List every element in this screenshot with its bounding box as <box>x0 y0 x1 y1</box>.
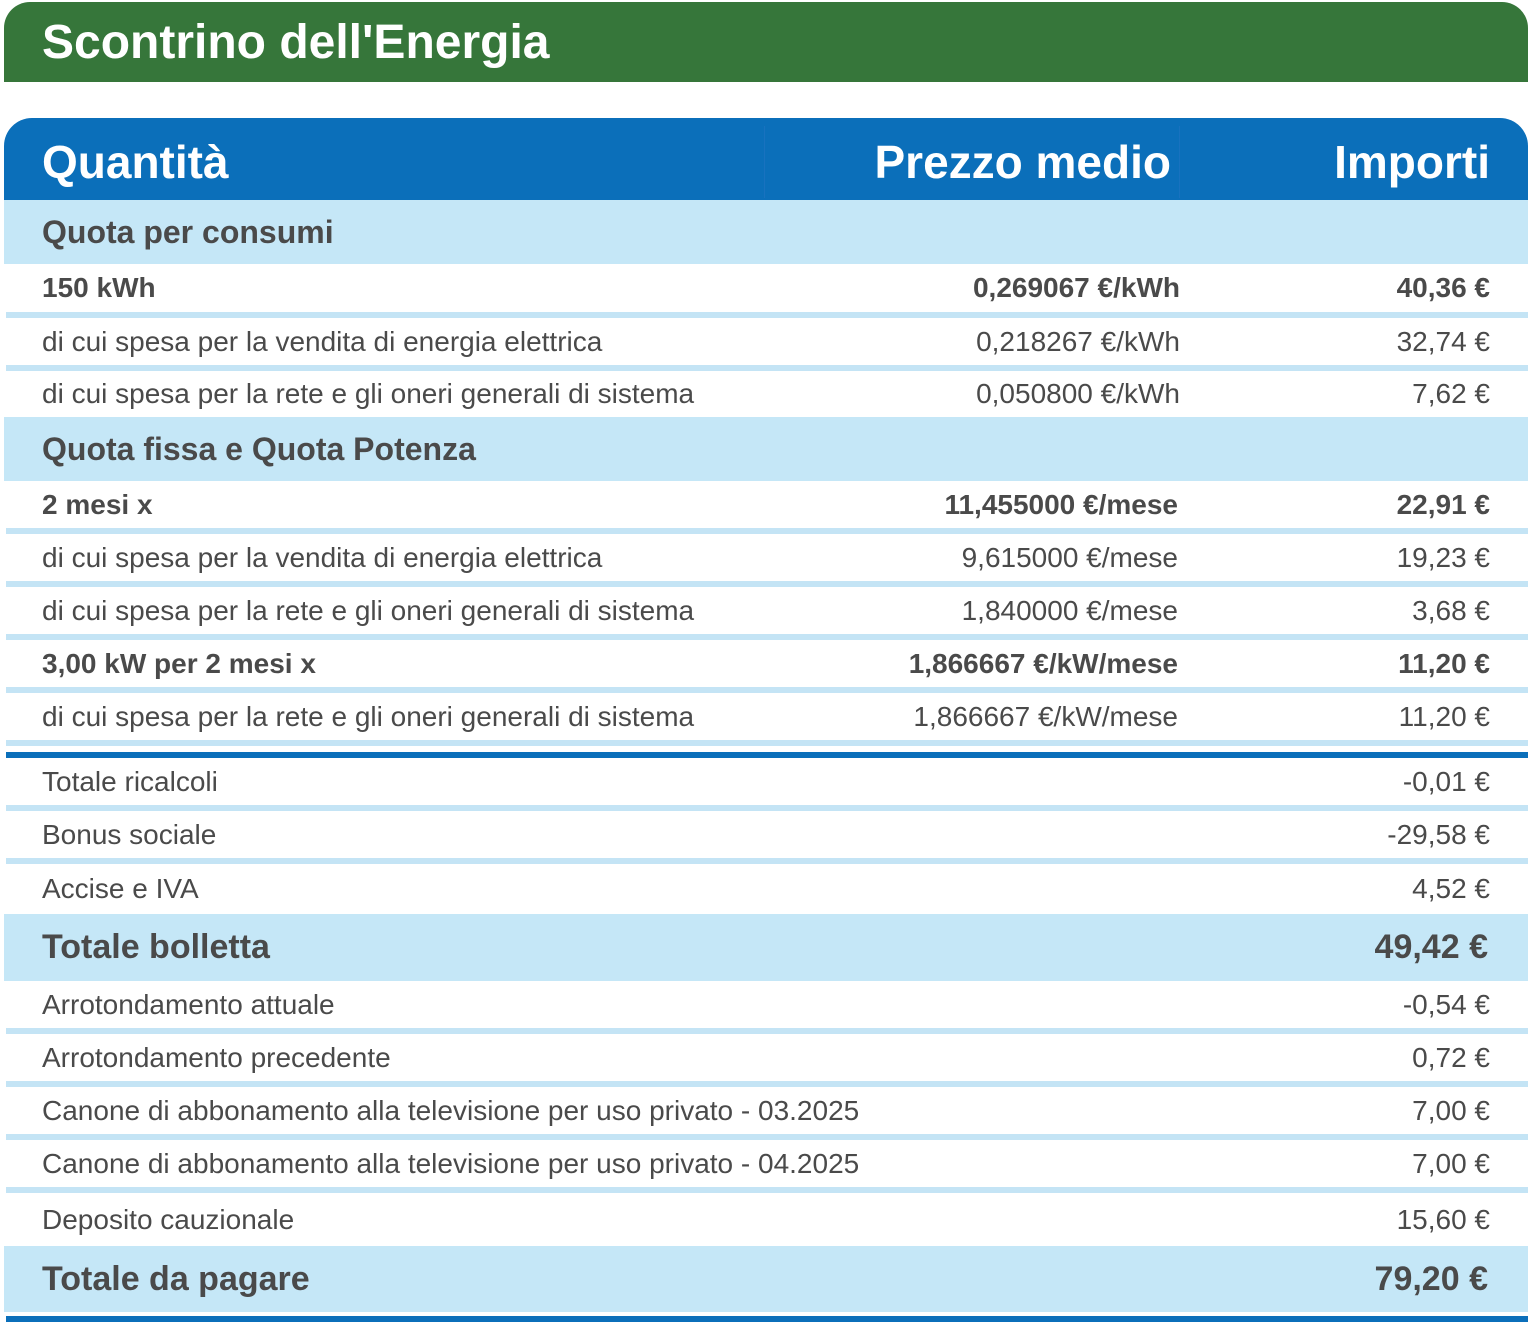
table-row <box>6 1034 1528 1087</box>
row-label: di cui spesa per la rete e gli oneri generali di sistema <box>42 378 695 409</box>
section-label: Quota per consumi <box>42 213 334 250</box>
row-amount: 22,91 € <box>1396 488 1490 520</box>
row-label: di cui spesa per la rete e gli oneri generali di sistema <box>42 594 695 626</box>
row-amount: 19,23 € <box>1396 541 1490 573</box>
table-row <box>6 811 1528 864</box>
totale-da-pagare-amount: 79,20 € <box>1374 1259 1488 1298</box>
header-quantita: Quantità <box>42 136 229 188</box>
row-label: Arrotondamento precedente <box>42 1041 391 1073</box>
row-price: 1,866667 €/kW/mese <box>913 700 1178 732</box>
row-label: Bonus sociale <box>42 818 217 850</box>
totale-bolletta-amount: 49,42 € <box>1374 928 1488 966</box>
row-amount: 11,20 € <box>1398 647 1490 679</box>
row-amount: 0,72 € <box>1412 1041 1490 1073</box>
row-price: 0,218267 €/kWh <box>976 325 1180 357</box>
row-amount: 11,20 € <box>1398 700 1490 732</box>
row-label: di cui spesa per la rete e gli oneri generali di sistema <box>42 700 695 732</box>
table-header <box>4 118 1528 200</box>
table-row <box>6 318 1528 371</box>
row-amount: 4,52 € <box>1412 873 1490 904</box>
row-label: Arrotondamento attuale <box>42 988 335 1020</box>
totale-da-pagare-row <box>4 1246 1528 1312</box>
totale-da-pagare-label: Totale da pagare <box>42 1259 310 1298</box>
bottom-divider <box>6 1316 1528 1322</box>
table-row <box>6 534 1528 587</box>
receipt-title: Scontrino dell'Energia <box>42 15 550 69</box>
row-label: 2 mesi x <box>42 488 153 520</box>
table-row <box>6 758 1528 811</box>
row-label: di cui spesa per la vendita di energia elettrica <box>42 325 603 357</box>
totale-bolletta-label: Totale bolletta <box>42 928 270 966</box>
table-row <box>6 1087 1528 1140</box>
row-amount: 15,60 € <box>1396 1203 1490 1235</box>
receipt-title-bar <box>4 2 1528 82</box>
table-row <box>6 640 1528 693</box>
row-price: 0,050800 €/kWh <box>976 378 1180 409</box>
row-label: Deposito cauzionale <box>42 1203 295 1235</box>
row-price: 1,866667 €/kW/mese <box>908 647 1178 679</box>
row-label: Accise e IVA <box>42 873 199 904</box>
row-price: 11,455000 €/mese <box>944 488 1178 520</box>
row-amount: -0,01 € <box>1402 765 1490 797</box>
header-importi: Importi <box>1334 136 1490 188</box>
section-quota-fissa <box>4 417 1528 481</box>
table-row <box>6 481 1528 534</box>
row-label: di cui spesa per la vendita di energia elettrica <box>42 541 603 573</box>
section-label: Quota fissa e Quota Potenza <box>42 430 476 467</box>
section-quota-consumi <box>4 200 1528 264</box>
row-price: 0,269067 €/kWh <box>972 272 1180 303</box>
table-row <box>6 864 1528 914</box>
table-row <box>6 981 1528 1034</box>
header-prezzo-medio: Prezzo medio <box>764 126 1180 198</box>
table-row <box>6 1140 1528 1193</box>
row-label: Canone di abbonamento alla televisione per uso privato - 04.2025 <box>42 1147 860 1179</box>
row-label: 150 kWh <box>42 272 156 303</box>
table-row <box>6 264 1528 318</box>
row-amount: 3,68 € <box>1412 594 1490 626</box>
table-row <box>6 587 1528 640</box>
row-label: Totale ricalcoli <box>42 765 218 797</box>
row-price: 9,615000 €/mese <box>961 541 1178 573</box>
row-amount: 7,00 € <box>1412 1094 1490 1126</box>
row-amount: 7,62 € <box>1412 378 1490 409</box>
row-price: 1,840000 €/mese <box>961 594 1178 626</box>
row-amount: 40,36 € <box>1396 272 1490 303</box>
row-amount: 32,74 € <box>1396 325 1490 357</box>
row-label: 3,00 kW per 2 mesi x <box>42 647 316 679</box>
row-amount: -0,54 € <box>1402 988 1490 1020</box>
row-label: Canone di abbonamento alla televisione per uso privato - 03.2025 <box>42 1094 860 1126</box>
table-row <box>6 371 1528 417</box>
table-row <box>6 693 1528 746</box>
row-amount: -29,58 € <box>1387 818 1490 850</box>
table-row <box>6 1193 1528 1246</box>
totale-bolletta-row <box>4 914 1528 981</box>
row-amount: 7,00 € <box>1412 1147 1490 1179</box>
